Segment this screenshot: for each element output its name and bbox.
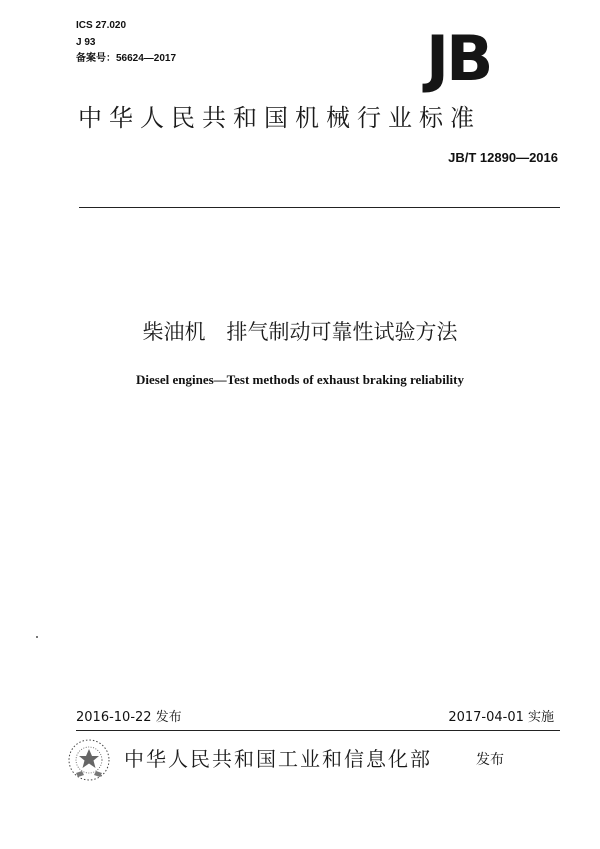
document-title-chinese: 柴油机 排气制动可靠性试验方法 [142,320,458,344]
scan-speck [36,636,38,638]
standard-number: JB/T 12890—2016 [448,150,558,165]
issuer-name: 中华人民共和国工业和信息化部 [124,747,432,771]
implementation-date: 2017-04-01 实施 [448,710,554,725]
bottom-divider [76,730,560,731]
jb-logo: JB [426,22,491,95]
ics-code: ICS 27.020 [76,20,127,31]
issuer-publish-label: 发布 [476,752,504,768]
issue-date: 2016-10-22 发布 [76,710,182,725]
standard-category-title: 中华人民共和国机械行业标准 [78,104,481,132]
top-divider [79,207,560,208]
ministry-emblem-icon [66,737,112,783]
classification-code: J 93 [76,37,96,48]
record-number: 备案号：56624—2017 [76,53,177,64]
document-title-english: Diesel engines—Test methods of exhaust braking reliability [136,372,464,387]
